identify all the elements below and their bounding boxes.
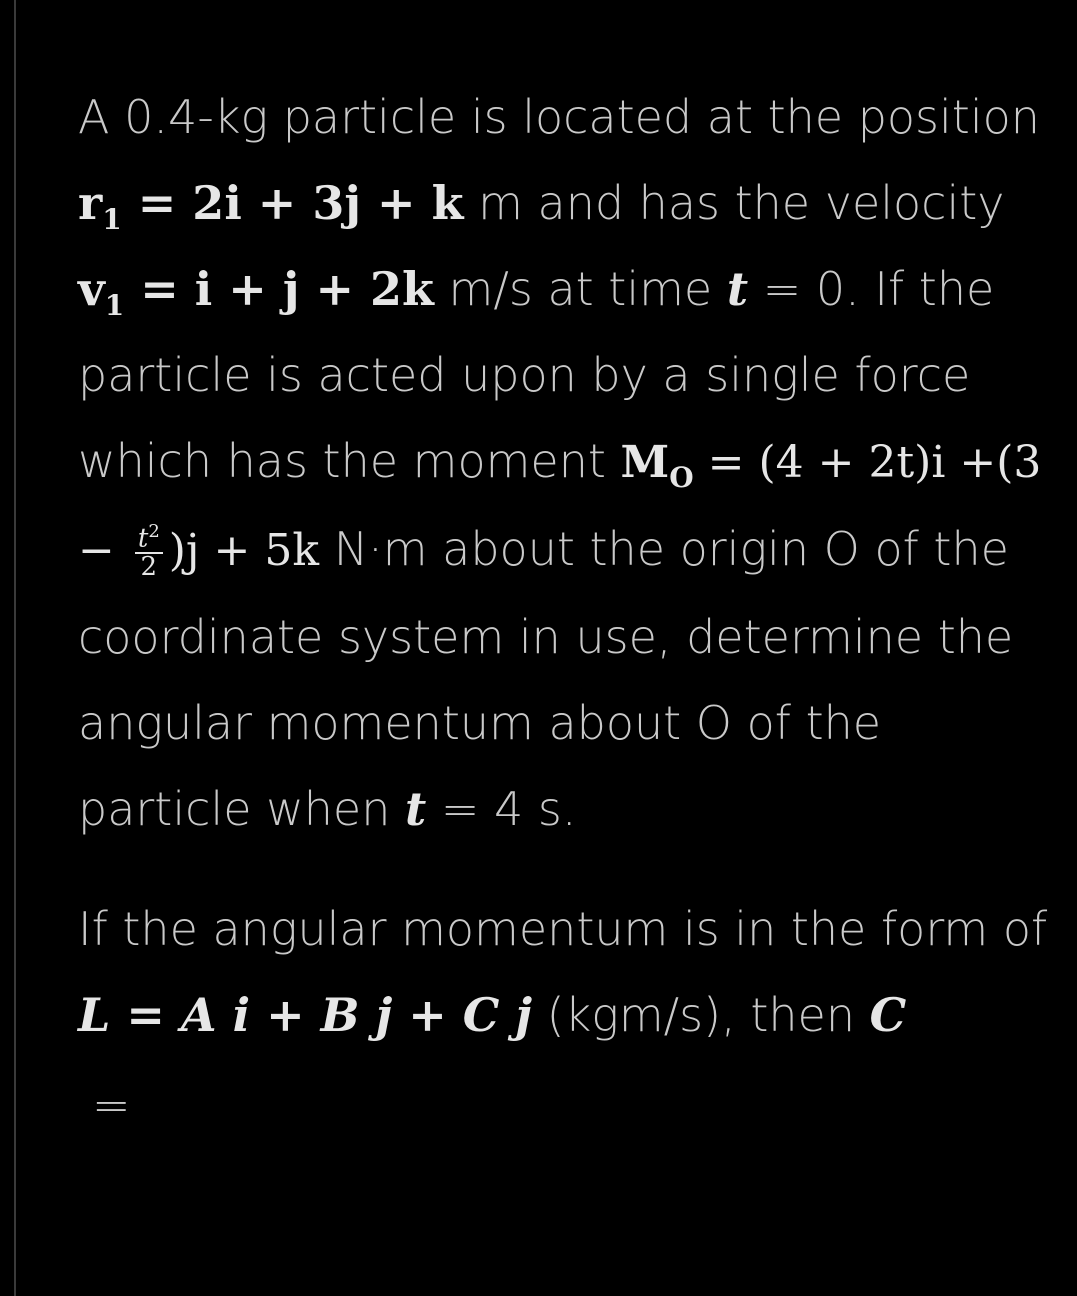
text-force: = 0. If the particle is acted upon by a single force which has the moment <box>78 262 995 488</box>
t-squared-over-2-fraction: $\frac{t^2}{2}$ <box>135 519 163 580</box>
time-variable: t <box>726 262 749 316</box>
left-border <box>14 0 16 1296</box>
answer-equals <box>78 1062 1063 1148</box>
c-variable: C <box>869 988 907 1042</box>
text-origin: N·m about the origin O of the coordinate system in use, determine the angular momentum about O of the particle when <box>78 522 1014 836</box>
text-intro: A 0.4-kg particle is located at the position <box>78 90 1040 144</box>
question-statement <box>78 886 1063 1058</box>
moment-expression: $M_O = (4 + 2t)i +(3$ − $\frac{t^2}{2}$ )j + 5k <box>78 437 1042 582</box>
v1-vector: $v_1 = i + j + 2k$ <box>78 262 434 322</box>
text-units: (kgm/s), then <box>532 988 870 1042</box>
text-velocity: m and has the velocity <box>463 176 1005 230</box>
problem-statement <box>78 74 1063 852</box>
text-end: = 4 s. <box>426 782 577 836</box>
text-time: m/s at time <box>433 262 727 316</box>
time-variable-2: t <box>404 782 427 836</box>
text-form: If the angular momentum is in the form of <box>78 902 1048 956</box>
angular-momentum-expression: L = A i + B j + C j <box>78 988 533 1042</box>
r1-vector: $r_1 = 2i + 3j + k$ <box>78 176 464 236</box>
question-content <box>78 74 1063 1148</box>
equals-sign: = <box>92 1078 131 1132</box>
